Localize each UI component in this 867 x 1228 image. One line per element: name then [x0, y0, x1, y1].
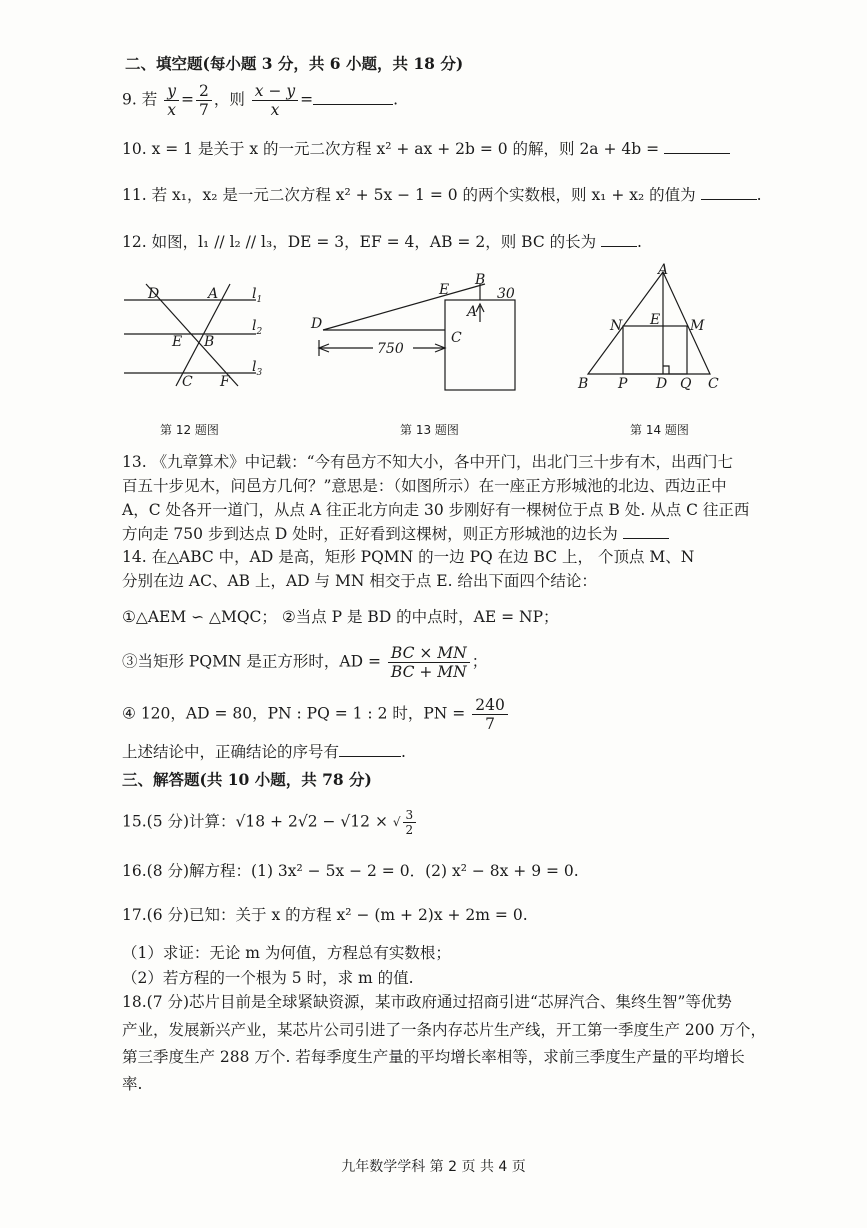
- q11-number: 11.: [122, 186, 147, 204]
- fig14-label-P: P: [618, 376, 628, 392]
- fig12-label-D: D: [148, 286, 160, 302]
- section-3-title: 三、解答题(共 10 小题，共 78 分): [122, 770, 372, 789]
- fig13-label-B: B: [475, 272, 486, 288]
- q14-tail: .: [401, 743, 406, 761]
- q11-text: 若 x₁，x₂ 是一元二次方程 x² + 5x − 1 = 0 的两个实数根，则 x₁ + x₂ 的值为: [151, 186, 696, 204]
- q14-conclusion-4: [122, 696, 510, 733]
- q13-line-4: [122, 523, 669, 545]
- q14-conclusion-line: [122, 741, 406, 763]
- q13-line-2: 百五十步见木，问邑方几何？”意思是：（如图所示）在一座正方形城池的北边、西边正中: [122, 477, 727, 495]
- q14-c4-den: 7: [485, 715, 495, 733]
- q14-answer-blank[interactable]: [339, 742, 401, 757]
- question-16: 16.(8 分)解方程：(1) 3x² − 5x − 2 = 0．(2) x² − 8x + 9 = 0.: [122, 862, 579, 880]
- transversal-D-F: [146, 284, 238, 386]
- q9-answer-blank[interactable]: [313, 90, 393, 105]
- figure-12-caption: 第 12 题图: [160, 423, 219, 437]
- q14-c3-tail: ；: [471, 652, 488, 671]
- q14-c3-den: BC + MN: [390, 663, 467, 681]
- q14-text-1: 在△ABC 中，AD 是高，矩形 PQMN 的一边 PQ 在边 BC 上， 个顶点 M、N: [151, 548, 695, 566]
- figure-14-caption: 第 14 题图: [630, 423, 689, 437]
- q9-frac-target: [252, 82, 298, 119]
- question-17: 17.(6 分)已知：关于 x 的方程 x² − (m + 2)x + 2m = 0.: [122, 906, 528, 924]
- q15-rden: 2: [405, 823, 414, 837]
- fig12-label-l3: $l_3$: [252, 359, 263, 378]
- fig14-label-N: N: [610, 318, 623, 334]
- q18-line-2: 产业，发展新兴产业，某芯片公司引进了一条内存芯片生产线，开工第一季度生产 200 万个，: [122, 1021, 766, 1039]
- transversal-A-C: [176, 284, 230, 386]
- q9-frac-y-x: [164, 82, 179, 119]
- fig13-label-D: D: [311, 316, 323, 332]
- q14-conclusion-3: [122, 644, 487, 681]
- fig12-label-F: F: [220, 374, 230, 390]
- q9-frac-den: x: [167, 101, 176, 119]
- fig13-label-C: C: [451, 330, 462, 346]
- q13-line-1: [122, 451, 733, 473]
- q9-number: 9.: [122, 90, 137, 109]
- q14-conclusion-1-2: ①△AEM ∽ △MQC； ②当点 P 是 BD 的中点时，AE = NP；: [122, 608, 559, 626]
- fig12-label-l1: $l_1$: [252, 286, 263, 305]
- q9-frac3-den: x: [270, 101, 280, 119]
- q15-rnum: 3: [403, 808, 417, 823]
- figure-12: [118, 272, 278, 402]
- q15-sqrt-fraction: √ $\frac{3}{2}$: [393, 808, 418, 837]
- q12-tail: .: [637, 233, 642, 251]
- q9-equals: =: [300, 90, 314, 109]
- q12-text: 如图，l₁ // l₂ // l₃，DE = 3，EF = 4，AB = 2，则 BC 的长为: [151, 233, 597, 251]
- q13-number: 13.: [122, 453, 147, 471]
- question-9: 9. 若 $\frac{y}{x}$ = $\frac{2}{7}$ ，则 $\frac{x - y}{x}$ = .: [122, 82, 399, 119]
- q14-c4-fraction: [472, 696, 508, 733]
- q13-answer-blank[interactable]: [623, 524, 669, 539]
- fig12-label-B: B: [204, 334, 215, 350]
- q12-answer-blank[interactable]: [601, 232, 637, 247]
- q17-part-1: （1）求证：无论 m 为何值，方程总有实数根；: [122, 944, 451, 962]
- q10-text: x = 1 是关于 x 的一元二次方程 x² + ax + 2b = 0 的解，则 2a + 4b =: [151, 140, 660, 158]
- q9-frac2-num: 2: [196, 82, 212, 101]
- section-2-title: 二、填空题(每小题 3 分，共 6 小题，共 18 分): [125, 54, 464, 73]
- q14-c3-num: BC × MN: [388, 644, 470, 663]
- q9-prefix: 若: [141, 90, 158, 109]
- question-10: [122, 138, 730, 160]
- q17-part-2: （2）若方程的一个根为 5 时，求 m 的值.: [122, 969, 414, 987]
- q9-frac-2-7: [196, 82, 212, 119]
- q18-line-3: 第三季度生产 288 万个. 若每季度生产量的平均增长率相等，求前三季度生产量的平均增长: [122, 1048, 745, 1066]
- question-15: [122, 808, 418, 837]
- q12-number: 12.: [122, 233, 147, 251]
- q9-frac2-den: 7: [198, 101, 209, 119]
- q11-answer-blank[interactable]: [701, 185, 757, 200]
- q14-c4-num: 240: [472, 696, 508, 715]
- q14-line-1: [122, 546, 694, 568]
- fig14-label-B: B: [578, 376, 589, 392]
- q13-line-3: A，C 处各开一道门，从点 A 往正北方向走 30 步刚好有一棵树位于点 B 处. 从点 C 往正西: [122, 501, 750, 519]
- fig12-label-C: C: [182, 374, 193, 390]
- question-11: [122, 184, 762, 206]
- fig13-label-750: 750: [377, 341, 404, 357]
- q14-number: 14.: [122, 548, 147, 566]
- page-footer: 九年数学学科 第 2 页 共 4 页: [341, 1159, 526, 1175]
- fig13-label-30: 30: [497, 286, 515, 302]
- fig13-label-E: E: [439, 282, 450, 298]
- figure-13-caption: 第 13 题图: [400, 423, 459, 437]
- q11-tail: .: [756, 186, 762, 204]
- q14-c4-prefix: ④ 120，AD = 80，PN : PQ = 1 : 2 时，PN =: [122, 704, 466, 723]
- fig12-label-l2: $l_2$: [252, 318, 263, 337]
- question-12: [122, 231, 642, 253]
- q14-conclusion-text: 上述结论中，正确结论的序号有: [122, 743, 340, 761]
- q9-frac-num: y: [164, 82, 179, 101]
- fig14-label-C: C: [708, 376, 719, 392]
- q10-answer-blank[interactable]: [664, 139, 730, 154]
- rectangle-PQMN: [623, 326, 687, 374]
- fig14-label-Q: Q: [680, 376, 692, 392]
- q14-c3-prefix: ③当矩形 PQMN 是正方形时，AD =: [122, 652, 381, 671]
- q13-text-4: 方向走 750 步到达点 D 处时，正好看到这棵树，则正方形城池的边长为: [122, 525, 618, 543]
- q10-number: 10.: [122, 140, 147, 158]
- q15-text: 15.(5 分)计算：√18 + 2√2 − √12 ×: [122, 812, 388, 831]
- q18-line-4: 率.: [122, 1075, 143, 1093]
- q18-line-1: 18.(7 分)芯片目前是全球紧缺资源，某市政府通过招商引进“芯屏汽合、集终生智”等优势: [122, 993, 732, 1011]
- sight-line-D-B: [323, 284, 485, 330]
- fig14-label-A: A: [658, 262, 669, 278]
- figure-13: [305, 270, 530, 400]
- figure-14: [570, 262, 730, 397]
- fig14-label-M: M: [690, 318, 705, 334]
- q14-c3-fraction: [388, 644, 470, 681]
- fig14-label-D: D: [656, 376, 668, 392]
- q9-frac3-num: x − y: [252, 82, 298, 101]
- fig12-label-E: E: [172, 334, 183, 350]
- q9-then: ，则: [213, 90, 245, 109]
- fig14-label-E: E: [650, 312, 661, 328]
- fig12-label-A: A: [208, 286, 219, 302]
- q13-text-1: 《九章算术》中记载：“今有邑方不知大小，各中开门，出北门三十步有木，出西门七: [151, 453, 734, 471]
- q14-line-2: 分别在边 AC、AB 上，AD 与 MN 相交于点 E. 给出下面四个结论：: [122, 572, 597, 590]
- fig13-label-A: A: [467, 304, 478, 320]
